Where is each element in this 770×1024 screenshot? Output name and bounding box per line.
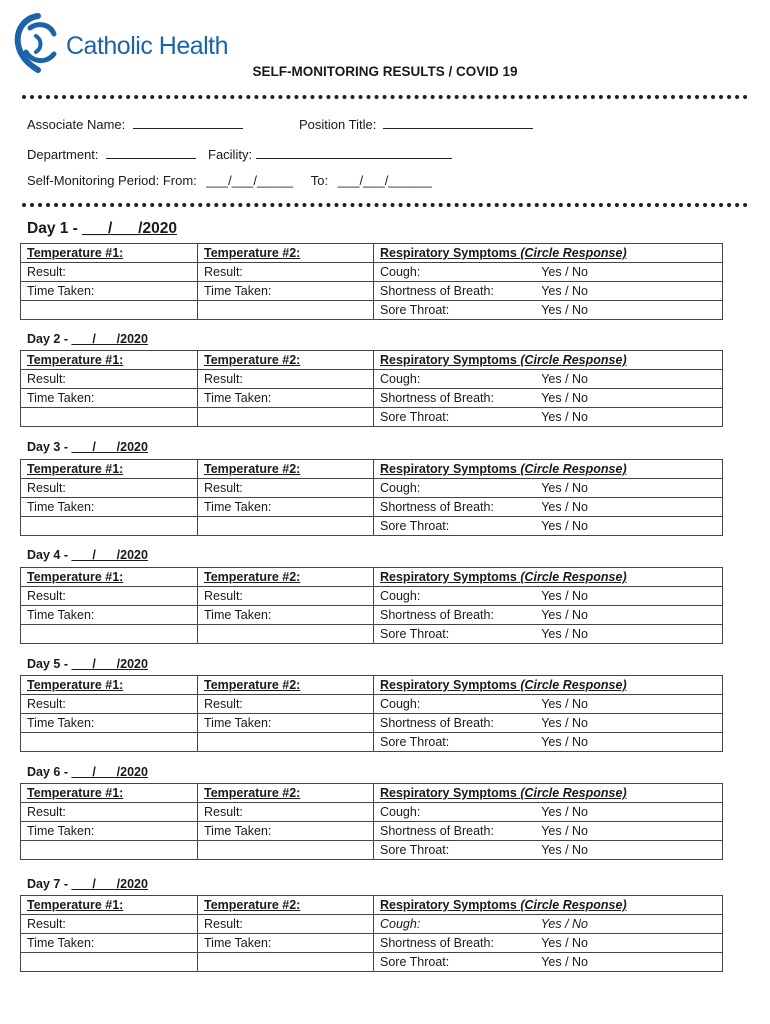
temp2-time-field[interactable]: Time Taken: [198, 498, 374, 517]
day-1-table [20, 243, 723, 320]
day-7-title [27, 877, 148, 891]
shortness-of-breath-row[interactable]: Shortness of Breath: Yes / No [374, 282, 723, 301]
temp2-time-field[interactable]: Time Taken: [198, 389, 374, 408]
facility-field[interactable] [208, 146, 452, 162]
sore-throat-yes-no[interactable]: Yes / No [541, 955, 588, 969]
shortness-of-breath-row[interactable]: Shortness of Breath: Yes / No [374, 934, 723, 953]
temp1-empty-cell [21, 517, 198, 536]
cough-yes-no[interactable]: Yes / No [541, 805, 588, 819]
facility-label: Facility: [208, 147, 253, 162]
temp2-result-field[interactable]: Result: [198, 370, 374, 389]
temp1-time-field[interactable]: Time Taken: [21, 498, 198, 517]
associate-name-blank[interactable] [133, 116, 243, 129]
temp2-empty-cell [198, 301, 374, 320]
temp1-result-field[interactable]: Result: [21, 695, 198, 714]
period-to-label: To: [310, 173, 329, 188]
temp1-time-field[interactable]: Time Taken: [21, 934, 198, 953]
day-date-blank[interactable]: ___/___/2020 [71, 657, 148, 671]
position-title-label: Position Title: [299, 117, 377, 132]
temp2-header: Temperature #2: [198, 568, 374, 587]
temp2-result-field[interactable]: Result: [198, 263, 374, 282]
day-5-table [20, 675, 723, 752]
sore-throat-row[interactable]: Sore Throat: Yes / No [374, 841, 723, 860]
temp2-time-field[interactable]: Time Taken: [198, 714, 374, 733]
respiratory-header: Respiratory Symptoms (Circle Response) [374, 676, 723, 695]
temp2-header: Temperature #2: [198, 784, 374, 803]
associate-name-field[interactable] [27, 116, 243, 132]
cough-row[interactable]: Cough: Yes / No [374, 915, 723, 934]
department-blank[interactable] [106, 146, 196, 159]
cough-yes-no[interactable]: Yes / No [541, 697, 588, 711]
day-label: Day 7 - [27, 877, 72, 891]
facility-blank[interactable] [256, 146, 452, 159]
temp2-empty-cell [198, 733, 374, 752]
temp1-header: Temperature #1: [21, 896, 198, 915]
temp1-result-field[interactable]: Result: [21, 479, 198, 498]
shortness-of-breath-row[interactable]: Shortness of Breath: Yes / No [374, 822, 723, 841]
day-date-blank[interactable]: ___/___/2020 [71, 548, 148, 562]
cough-yes-no[interactable]: Yes / No [541, 372, 588, 386]
sore-throat-row[interactable]: Sore Throat: Yes / No [374, 408, 723, 427]
respiratory-header: Respiratory Symptoms (Circle Response) [374, 896, 723, 915]
temp1-result-field[interactable]: Result: [21, 915, 198, 934]
temp2-empty-cell [198, 517, 374, 536]
day-2-table [20, 350, 723, 427]
temp2-empty-cell [198, 953, 374, 972]
temp1-header: Temperature #1: [21, 568, 198, 587]
cough-row[interactable]: Cough: Yes / No [374, 695, 723, 714]
sore-throat-yes-no[interactable]: Yes / No [541, 627, 588, 641]
temp2-time-field[interactable]: Time Taken: [198, 282, 374, 301]
shortness-of-breath-row[interactable]: Shortness of Breath: Yes / No [374, 606, 723, 625]
day-4-title [27, 548, 148, 562]
sore-throat-row[interactable]: Sore Throat: Yes / No [374, 301, 723, 320]
associate-name-label: Associate Name: [27, 117, 126, 132]
temp1-empty-cell [21, 733, 198, 752]
sore-throat-row[interactable]: Sore Throat: Yes / No [374, 733, 723, 752]
respiratory-header: Respiratory Symptoms (Circle Response) [374, 568, 723, 587]
sob-yes-no[interactable]: Yes / No [541, 716, 588, 730]
shortness-of-breath-row[interactable]: Shortness of Breath: Yes / No [374, 498, 723, 517]
temp1-empty-cell [21, 301, 198, 320]
cough-row[interactable]: Cough: Yes / No [374, 263, 723, 282]
shortness-of-breath-row[interactable]: Shortness of Breath: Yes / No [374, 714, 723, 733]
temp1-time-field[interactable]: Time Taken: [21, 389, 198, 408]
sob-yes-no[interactable]: Yes / No [541, 608, 588, 622]
temp1-result-field[interactable]: Result: [21, 587, 198, 606]
temp2-result-field[interactable]: Result: [198, 803, 374, 822]
respiratory-header: Respiratory Symptoms (Circle Response) [374, 244, 723, 263]
day-6-table [20, 783, 723, 860]
day-label: Day 6 - [27, 765, 72, 779]
sore-throat-row[interactable]: Sore Throat: Yes / No [374, 625, 723, 644]
department-field[interactable] [27, 146, 196, 162]
temp1-empty-cell [21, 841, 198, 860]
temp1-empty-cell [21, 625, 198, 644]
sob-yes-no[interactable]: Yes / No [541, 391, 588, 405]
sob-yes-no[interactable]: Yes / No [541, 824, 588, 838]
day-3-title [27, 440, 148, 454]
temp2-result-field[interactable]: Result: [198, 915, 374, 934]
sob-yes-no[interactable]: Yes / No [541, 500, 588, 514]
catholic-health-logo [14, 10, 254, 72]
sob-yes-no[interactable]: Yes / No [541, 936, 588, 950]
temp1-empty-cell [21, 953, 198, 972]
temp2-time-field[interactable]: Time Taken: [198, 606, 374, 625]
day-label: Day 2 - [27, 332, 72, 346]
sore-throat-yes-no[interactable]: Yes / No [541, 410, 588, 424]
temp2-header: Temperature #2: [198, 351, 374, 370]
respiratory-header: Respiratory Symptoms (Circle Response) [374, 351, 723, 370]
cough-row[interactable]: Cough: Yes / No [374, 479, 723, 498]
temp2-result-field[interactable]: Result: [198, 587, 374, 606]
monitoring-period-field[interactable] [27, 173, 432, 188]
sore-throat-row[interactable]: Sore Throat: Yes / No [374, 517, 723, 536]
shortness-of-breath-row[interactable]: Shortness of Breath: Yes / No [374, 389, 723, 408]
logo-wordmark: Catholic Health [66, 32, 229, 60]
cough-yes-no[interactable]: Yes / No [541, 481, 588, 495]
temp2-empty-cell [198, 841, 374, 860]
cough-row[interactable]: Cough: Yes / No [374, 587, 723, 606]
temp1-time-field[interactable]: Time Taken: [21, 822, 198, 841]
sore-throat-yes-no[interactable]: Yes / No [541, 735, 588, 749]
day-7-table [20, 895, 723, 972]
day-6-title [27, 765, 148, 779]
day-5-title [27, 657, 148, 671]
day-3-table [20, 459, 723, 536]
temp1-header: Temperature #1: [21, 351, 198, 370]
respiratory-header: Respiratory Symptoms (Circle Response) [374, 460, 723, 479]
period-from-blank[interactable]: ___/___/_____ [206, 173, 294, 188]
sore-throat-yes-no[interactable]: Yes / No [541, 843, 588, 857]
day-label: Day 4 - [27, 548, 72, 562]
department-label: Department: [27, 147, 99, 162]
day-1-title [27, 220, 177, 238]
day-label: Day 3 - [27, 440, 72, 454]
dotted-divider-bottom [22, 203, 748, 207]
day-date-blank[interactable]: ___/___/2020 [71, 765, 148, 779]
temp1-time-field[interactable]: Time Taken: [21, 606, 198, 625]
temp1-result-field[interactable]: Result: [21, 803, 198, 822]
cough-yes-no[interactable]: Yes / No [541, 265, 588, 279]
temp2-result-field[interactable]: Result: [198, 479, 374, 498]
temp1-result-field[interactable]: Result: [21, 370, 198, 389]
cough-yes-no[interactable]: Yes / No [540, 917, 588, 931]
cough-row[interactable]: Cough: Yes / No [374, 370, 723, 389]
temp1-header: Temperature #1: [21, 784, 198, 803]
sore-throat-row[interactable]: Sore Throat: Yes / No [374, 953, 723, 972]
position-title-blank[interactable] [383, 116, 533, 129]
day-date-blank[interactable]: ___/___/2020 [71, 332, 148, 346]
position-title-field[interactable] [299, 116, 533, 132]
cough-row[interactable]: Cough: Yes / No [374, 803, 723, 822]
temp2-result-field[interactable]: Result: [198, 695, 374, 714]
day-4-table [20, 567, 723, 644]
sob-yes-no[interactable]: Yes / No [541, 284, 588, 298]
document-title: SELF-MONITORING RESULTS / COVID 19 [252, 64, 518, 79]
temp2-empty-cell [198, 625, 374, 644]
temp1-header: Temperature #1: [21, 244, 198, 263]
day-2-title [27, 332, 148, 346]
temp2-time-field[interactable]: Time Taken: [198, 822, 374, 841]
day-label: Day 1 - [27, 220, 83, 237]
temp1-result-field[interactable]: Result: [21, 263, 198, 282]
temp1-time-field[interactable]: Time Taken: [21, 714, 198, 733]
temp2-header: Temperature #2: [198, 676, 374, 695]
temp1-header: Temperature #1: [21, 460, 198, 479]
day-date-blank[interactable]: ___/___/2020 [71, 440, 148, 454]
dotted-divider-top [22, 95, 748, 99]
day-label: Day 5 - [27, 657, 72, 671]
temp2-empty-cell [198, 408, 374, 427]
temp2-header: Temperature #2: [198, 896, 374, 915]
temp1-time-field[interactable]: Time Taken: [21, 282, 198, 301]
temp2-time-field[interactable]: Time Taken: [198, 934, 374, 953]
period-to-blank[interactable]: ___/___/______ [337, 173, 432, 188]
sore-throat-yes-no[interactable]: Yes / No [541, 303, 588, 317]
day-date-blank[interactable]: ___/___/2020 [71, 877, 148, 891]
respiratory-header: Respiratory Symptoms (Circle Response) [374, 784, 723, 803]
day-date-blank[interactable]: ___/___/2020 [82, 220, 177, 237]
period-from-label: Self-Monitoring Period: From: [27, 173, 197, 188]
sore-throat-yes-no[interactable]: Yes / No [541, 519, 588, 533]
temp1-empty-cell [21, 408, 198, 427]
temp1-header: Temperature #1: [21, 676, 198, 695]
cough-yes-no[interactable]: Yes / No [541, 589, 588, 603]
temp2-header: Temperature #2: [198, 244, 374, 263]
temp2-header: Temperature #2: [198, 460, 374, 479]
